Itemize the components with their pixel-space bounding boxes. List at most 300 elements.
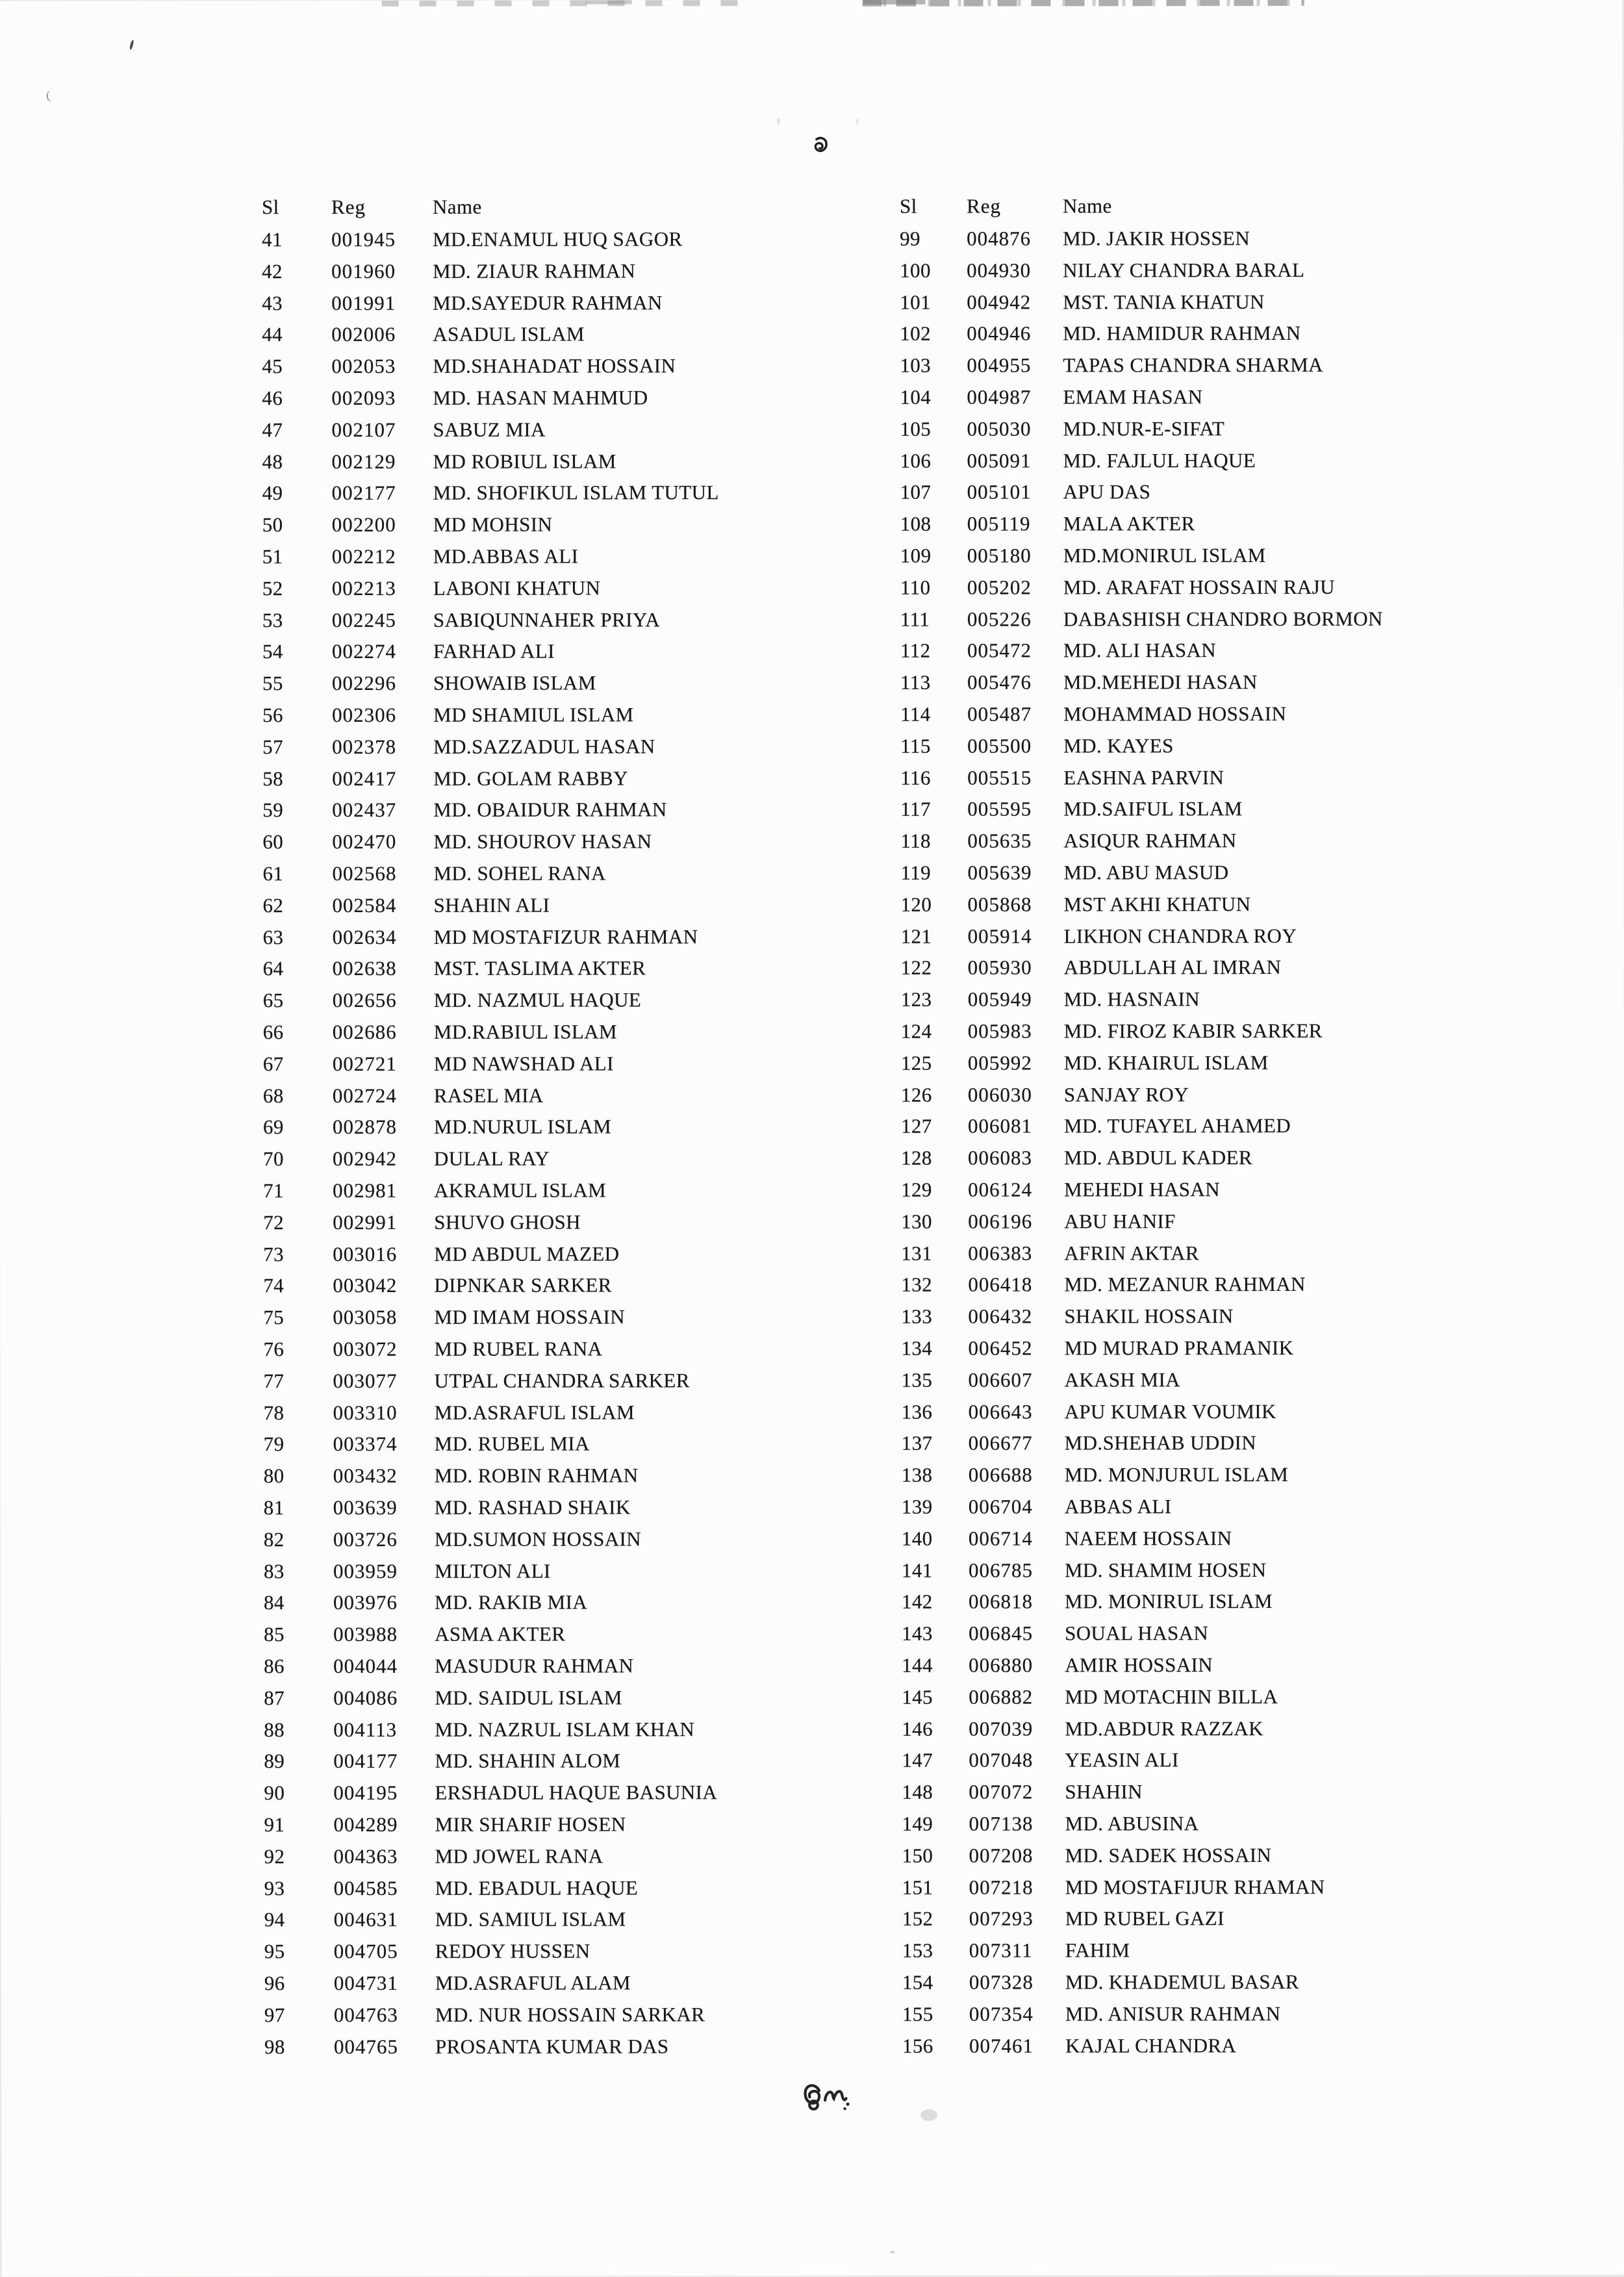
row-reg-number: 007208 [969, 1844, 1034, 1867]
row-serial: 117 [900, 798, 931, 821]
row-serial: 140 [901, 1527, 933, 1550]
row-serial: 63 [262, 925, 284, 948]
row-name: SHUVO GHOSH [434, 1210, 581, 1234]
row-serial: 96 [264, 1972, 285, 1995]
table-row [0, 639, 1623, 668]
row-serial: 52 [262, 576, 283, 600]
row-reg-number: 006845 [969, 1622, 1034, 1645]
stray-pen-mark [129, 40, 134, 50]
row-name: SOUAL HASAN [1065, 1622, 1209, 1645]
row-name: SABUZ MIA [433, 418, 546, 441]
row-name: MD. JAKIR HOSSEN [1063, 227, 1250, 250]
row-reg-number: 004987 [967, 385, 1032, 409]
row-reg-number: 005091 [967, 449, 1032, 472]
row-name: RASEL MIA [433, 1084, 544, 1107]
row-reg-number: 002006 [331, 323, 396, 346]
signature-mark [799, 2080, 855, 2135]
row-serial: 116 [900, 766, 931, 789]
table-row [1, 1779, 1624, 1809]
table-row [0, 1336, 1624, 1365]
table-row [1, 1970, 1624, 1999]
row-name: MD.ASRAFUL ISLAM [434, 1400, 635, 1424]
row-reg-number: 006083 [968, 1146, 1033, 1169]
row-name: ASMA AKTER [435, 1622, 566, 1646]
row-serial: 57 [262, 735, 283, 758]
row-name: MST. TASLIMA AKTER [433, 956, 646, 980]
row-serial: 81 [263, 1496, 285, 1520]
row-name: MD.SUMON HOSSAIN [434, 1527, 642, 1551]
row-name: MD. EBADUL HAQUE [435, 1876, 639, 1900]
row-serial: 142 [901, 1590, 933, 1614]
row-name: MALA AKTER [1063, 512, 1195, 535]
row-serial: 65 [262, 989, 284, 1012]
table-row [0, 670, 1623, 699]
row-reg-number: 003042 [333, 1274, 398, 1297]
table-row [1, 1811, 1624, 1840]
row-reg-number: 005515 [967, 766, 1032, 789]
row-reg-number: 002991 [333, 1210, 398, 1234]
table-row [0, 416, 1623, 446]
row-name: MD. SOHEL RANA [433, 861, 606, 885]
row-reg-number: 004946 [967, 322, 1032, 346]
row-name: MD IMAM HOSSAIN [434, 1305, 626, 1329]
table-row [0, 1177, 1624, 1206]
table-row [1, 1748, 1624, 1777]
row-serial: 137 [901, 1432, 933, 1455]
row-reg-number: 006688 [968, 1463, 1033, 1486]
row-name: LIKHON CHANDRA ROY [1063, 924, 1297, 948]
row-reg-number: 006704 [968, 1495, 1033, 1518]
table-row [0, 702, 1623, 731]
row-reg-number: 002378 [332, 735, 397, 758]
row-name: MD. ABDUL KADER [1064, 1146, 1252, 1169]
row-name: DABASHISH CHANDRO BORMON [1063, 607, 1383, 631]
table-row [0, 1273, 1624, 1302]
row-name: KAJAL CHANDRA [1065, 2033, 1237, 2057]
row-name: AKASH MIA [1064, 1368, 1180, 1392]
table-row [0, 1209, 1624, 1238]
row-name: MD. GOLAM RABBY [433, 766, 628, 790]
row-reg-number: 004113 [333, 1718, 398, 1741]
row-name: MD. NAZMUL HAQUE [433, 988, 642, 1012]
row-name: UTPAL CHANDRA SARKER [434, 1369, 690, 1392]
row-serial: 122 [900, 956, 932, 980]
row-serial: 71 [263, 1179, 284, 1202]
row-serial: 108 [900, 512, 932, 535]
scan-speck [920, 2109, 937, 2121]
row-reg-number: 006030 [967, 1083, 1032, 1106]
row-reg-number: 005983 [967, 1019, 1032, 1043]
row-name: MD. NAZRUL ISLAM KHAN [435, 1717, 695, 1741]
table-row [1, 1494, 1624, 1523]
row-name: MD.SAIFUL ISLAM [1063, 797, 1243, 820]
row-serial: 48 [262, 450, 283, 473]
row-name: MD JOWEL RANA [435, 1844, 603, 1868]
table-row [0, 353, 1623, 382]
scan-speck [890, 2251, 894, 2254]
row-serial: 149 [902, 1812, 933, 1835]
row-reg-number: 002686 [332, 1020, 397, 1044]
row-name: MD.NURUL ISLAM [433, 1115, 612, 1139]
row-name: REDOY HUSSEN [435, 1939, 590, 1963]
table-row [0, 607, 1623, 636]
row-reg-number: 003016 [333, 1242, 398, 1266]
row-name: MD.ABBAS ALI [433, 544, 579, 568]
row-serial: 89 [264, 1749, 285, 1773]
row-serial: 77 [263, 1369, 285, 1392]
row-reg-number: 007311 [969, 1939, 1033, 1962]
row-serial: 53 [262, 608, 283, 631]
row-serial: 136 [901, 1400, 933, 1423]
row-serial: 145 [902, 1685, 933, 1709]
row-name: MD. NUR HOSSAIN SARKAR [435, 2003, 705, 2026]
row-serial: 103 [900, 353, 932, 377]
table-row [1, 1875, 1624, 1904]
row-reg-number: 005226 [967, 607, 1032, 631]
row-reg-number: 004289 [333, 1813, 398, 1837]
row-reg-number: 007328 [969, 1970, 1034, 1994]
row-reg-number: 002053 [331, 355, 396, 378]
row-name: MST. TANIA KHATUN [1063, 290, 1265, 314]
row-name: MD. FIROZ KABIR SARKER [1063, 1019, 1323, 1043]
table-row [1, 1685, 1624, 1714]
row-serial: 43 [262, 291, 283, 314]
row-reg-number: 005639 [967, 861, 1032, 884]
row-reg-number: 007461 [969, 2034, 1034, 2057]
row-name: DIPNKAR SARKER [434, 1273, 612, 1297]
row-serial: 45 [262, 355, 283, 378]
row-name: MD RUBEL RANA [434, 1337, 603, 1360]
table-row [0, 1019, 1624, 1048]
row-serial: 127 [900, 1115, 932, 1138]
row-reg-number: 003058 [333, 1306, 398, 1329]
row-name: MD RUBEL GAZI [1065, 1907, 1224, 1930]
row-serial: 135 [901, 1368, 933, 1392]
row-name: EASHNA PARVIN [1063, 765, 1224, 789]
row-serial: 74 [263, 1274, 285, 1297]
row-name: AFRIN AKTAR [1064, 1241, 1200, 1265]
row-serial: 42 [262, 259, 283, 283]
row-name: MD. MONJURUL ISLAM [1064, 1463, 1289, 1486]
row-serial: 146 [902, 1717, 933, 1740]
row-name: ABBAS ALI [1064, 1495, 1172, 1518]
row-reg-number: 006714 [968, 1527, 1033, 1550]
row-name: MD. MONIRUL ISLAM [1064, 1590, 1273, 1613]
scan-artifact-strip [863, 0, 926, 5]
row-reg-number: 004631 [333, 1908, 398, 1931]
table-row [1, 1558, 1624, 1587]
row-name: AKRAMUL ISLAM [434, 1178, 607, 1202]
row-reg-number: 006643 [968, 1400, 1033, 1423]
row-name: MD SHAMIUL ISLAM [433, 703, 634, 726]
row-reg-number: 002417 [332, 767, 397, 790]
row-reg-number: 005030 [967, 417, 1032, 440]
row-reg-number: 002093 [331, 386, 396, 410]
row-serial: 67 [262, 1052, 284, 1075]
scan-speck [856, 119, 859, 125]
table-row [1, 1431, 1624, 1460]
row-serial: 90 [264, 1781, 285, 1805]
row-reg-number: 002306 [332, 703, 397, 727]
row-serial: 51 [262, 545, 283, 568]
row-reg-number: 002584 [332, 893, 397, 917]
row-serial: 134 [901, 1336, 933, 1360]
row-serial: 64 [262, 957, 284, 980]
row-reg-number: 004086 [333, 1686, 398, 1709]
row-name: MD. SAMIUL ISLAM [435, 1907, 626, 1931]
row-name: MD.SAYEDUR RAHMAN [433, 290, 663, 314]
row-reg-number: 002724 [332, 1084, 397, 1107]
row-name: MD. RAKIB MIA [434, 1590, 588, 1614]
row-reg-number: 005119 [967, 512, 1031, 535]
row-serial: 114 [900, 702, 931, 726]
row-name: SABIQUNNAHER PRIYA [433, 607, 661, 631]
row-serial: 55 [262, 672, 283, 695]
row-reg-number: 003374 [333, 1432, 398, 1456]
row-reg-number: 002177 [331, 481, 396, 505]
row-serial: 118 [900, 829, 931, 852]
row-reg-number: 007138 [969, 1812, 1034, 1835]
row-reg-number: 002200 [331, 513, 396, 537]
table-row [0, 924, 1624, 953]
row-serial: 126 [900, 1083, 932, 1106]
row-name: MD.NUR-E-SIFAT [1063, 416, 1225, 440]
table-row [0, 892, 1624, 921]
row-reg-number: 005472 [967, 639, 1032, 663]
row-reg-number: 006196 [968, 1210, 1033, 1233]
row-serial: 102 [900, 322, 931, 346]
table-row [0, 543, 1623, 572]
row-name: MD. ABUSINA [1065, 1812, 1199, 1835]
row-name: MD.ENAMUL HUQ SAGOR [433, 227, 683, 251]
row-reg-number: 002470 [332, 830, 397, 854]
row-serial: 132 [901, 1273, 933, 1297]
row-serial: 138 [901, 1463, 933, 1486]
header-name: Name [1062, 194, 1112, 218]
row-reg-number: 003077 [333, 1369, 398, 1392]
row-serial: 68 [262, 1084, 284, 1107]
row-serial: 121 [900, 924, 932, 948]
row-reg-number: 005202 [967, 576, 1032, 599]
row-reg-number: 006785 [968, 1558, 1033, 1582]
row-serial: 139 [901, 1495, 933, 1518]
table-row [1, 1843, 1624, 1872]
row-serial: 58 [262, 767, 284, 790]
row-serial: 155 [902, 2002, 933, 2026]
row-name: MD. SHAHIN ALOM [435, 1749, 621, 1773]
row-reg-number: 004585 [333, 1876, 398, 1900]
row-name: APU KUMAR VOUMIK [1064, 1399, 1276, 1423]
row-reg-number: 005930 [967, 956, 1032, 980]
header-reg: Reg [966, 194, 1001, 218]
table-row [0, 1050, 1624, 1080]
row-name: MD. SAIDUL ISLAM [435, 1686, 622, 1709]
row-name: NAEEM HOSSAIN [1064, 1526, 1232, 1550]
table-row [0, 385, 1623, 414]
row-name: MD MOSTAFIZUR RAHMAN [433, 924, 698, 948]
row-name: MD. KAYES [1063, 734, 1174, 757]
row-reg-number: 005595 [967, 797, 1032, 821]
header-reg: Reg [331, 195, 366, 219]
row-name: MD ABDUL MAZED [434, 1242, 620, 1266]
row-name: MD MOHSIN [433, 513, 553, 537]
row-name: MD. HAMIDUR RAHMAN [1063, 322, 1301, 345]
row-serial: 61 [262, 862, 284, 885]
row-serial: 85 [264, 1623, 285, 1646]
row-serial: 99 [900, 227, 920, 250]
row-reg-number: 002213 [331, 576, 396, 600]
row-reg-number: 002129 [331, 450, 396, 473]
row-name: MD. KHAIRUL ISLAM [1063, 1050, 1269, 1075]
row-reg-number: 005635 [967, 829, 1032, 852]
row-name: DULAL RAY [434, 1147, 550, 1171]
row-serial: 44 [262, 323, 283, 346]
row-reg-number: 004876 [967, 227, 1032, 250]
row-serial: 111 [900, 607, 930, 631]
row-serial: 107 [900, 481, 932, 504]
row-name: APU DAS [1063, 480, 1151, 503]
table-row [0, 258, 1623, 287]
table-row [0, 765, 1623, 795]
row-name: MD. ARAFAT HOSSAIN RAJU [1063, 575, 1335, 599]
row-serial: 69 [262, 1115, 284, 1139]
row-serial: 82 [263, 1527, 285, 1551]
row-serial: 100 [900, 259, 931, 282]
row-reg-number: 003959 [333, 1559, 398, 1583]
row-name: MD. OBAIDUR RAHMAN [433, 798, 667, 822]
row-name: MD.MONIRUL ISLAM [1063, 544, 1266, 567]
row-name: MD.ASRAFUL ALAM [435, 1971, 631, 1994]
row-serial: 75 [263, 1306, 285, 1329]
row-reg-number: 003432 [333, 1464, 398, 1488]
row-reg-number: 002245 [331, 608, 396, 631]
row-name: MD. HASNAIN [1063, 987, 1200, 1011]
row-name: ASADUL ISLAM [433, 322, 585, 346]
row-name: MASUDUR RAHMAN [435, 1654, 634, 1677]
table-row [1, 1621, 1624, 1650]
row-reg-number: 002634 [332, 925, 397, 948]
table-row [0, 290, 1623, 319]
row-reg-number: 006124 [968, 1178, 1033, 1201]
row-reg-number: 006418 [968, 1273, 1033, 1297]
row-name: MD. MEZANUR RAHMAN [1064, 1273, 1306, 1296]
row-reg-number: 003310 [333, 1401, 398, 1424]
table-row [0, 1145, 1624, 1175]
row-name: MD MURAD PRAMANIK [1064, 1336, 1294, 1360]
row-name: MILTON ALI [434, 1559, 551, 1583]
row-name: SHOWAIB ISLAM [433, 671, 596, 695]
table-row [1, 2002, 1624, 2031]
row-serial: 83 [263, 1559, 285, 1583]
row-name: MD. HASAN MAHMUD [433, 386, 648, 409]
row-serial: 95 [264, 1940, 285, 1963]
row-reg-number: 002656 [332, 989, 397, 1012]
row-reg-number: 003988 [333, 1623, 398, 1646]
row-reg-number: 005180 [967, 544, 1032, 567]
table-header-row [0, 194, 1623, 223]
row-reg-number: 002274 [331, 640, 396, 663]
row-serial: 143 [902, 1622, 933, 1645]
row-name: MD. ZIAUR RAHMAN [433, 259, 636, 283]
row-serial: 131 [901, 1241, 932, 1265]
row-reg-number: 001960 [331, 259, 396, 283]
row-serial: 72 [263, 1210, 285, 1234]
table-row [1, 1907, 1624, 1936]
row-reg-number: 005949 [967, 987, 1032, 1011]
row-name: MD.SHAHADAT HOSSAIN [433, 354, 676, 378]
table-row [1, 1716, 1624, 1746]
row-reg-number: 007039 [969, 1717, 1034, 1740]
row-reg-number: 004942 [967, 290, 1032, 314]
row-reg-number: 004731 [333, 1971, 398, 1995]
table-row [1, 1399, 1624, 1429]
table-row [0, 511, 1623, 541]
row-name: MD. ANISUR RAHMAN [1065, 2002, 1281, 2026]
row-name: NILAY CHANDRA BARAL [1063, 258, 1305, 282]
row-serial: 62 [262, 893, 284, 917]
row-reg-number: 006882 [969, 1685, 1034, 1709]
row-name: YEASIN ALI [1065, 1748, 1179, 1772]
row-serial: 70 [263, 1147, 284, 1171]
row-serial: 115 [900, 734, 931, 757]
row-name: MIR SHARIF HOSEN [435, 1813, 626, 1836]
row-name: MD.MEHEDI HASAN [1063, 670, 1258, 694]
row-name: SHAHIN ALI [433, 893, 550, 917]
row-reg-number: 004177 [333, 1749, 398, 1773]
row-serial: 109 [900, 544, 932, 567]
row-reg-number: 003726 [333, 1527, 398, 1551]
row-serial: 156 [902, 2034, 933, 2057]
row-name: ABDULLAH AL IMRAN [1063, 956, 1282, 979]
row-reg-number: 004955 [967, 353, 1032, 377]
row-reg-number: 005476 [967, 670, 1032, 694]
row-serial: 88 [264, 1718, 285, 1741]
header-name: Name [432, 195, 482, 218]
table-row [0, 1304, 1624, 1333]
row-name: MEHEDI HASAN [1064, 1178, 1221, 1201]
header-sl: Sl [261, 196, 279, 219]
row-serial: 125 [900, 1051, 932, 1075]
row-serial: 133 [901, 1304, 933, 1328]
scan-artifact-strip [863, 0, 1304, 6]
row-serial: 151 [902, 1876, 933, 1899]
row-reg-number: 006452 [968, 1336, 1033, 1360]
row-serial: 128 [901, 1146, 932, 1169]
row-reg-number: 006607 [968, 1368, 1033, 1392]
row-name: PROSANTA KUMAR DAS [435, 2034, 669, 2058]
row-name: MD.SAZZADUL HASAN [433, 735, 655, 758]
row-name: MD NAWSHAD ALI [433, 1052, 614, 1075]
table-row [0, 1082, 1624, 1112]
row-name: MD.ABDUR RAZZAK [1065, 1716, 1263, 1740]
row-serial: 79 [263, 1432, 285, 1456]
row-serial: 93 [264, 1876, 285, 1900]
row-name: AMIR HOSSAIN [1065, 1653, 1213, 1677]
row-reg-number: 002107 [331, 418, 396, 441]
row-name: MD. RASHAD SHAIK [434, 1495, 631, 1519]
row-reg-number: 003639 [333, 1495, 398, 1520]
row-serial: 94 [264, 1908, 285, 1931]
row-reg-number: 002942 [333, 1147, 398, 1171]
row-serial: 104 [900, 385, 932, 409]
row-name: MD. SHOUROV HASAN [433, 830, 652, 854]
row-serial: 50 [262, 513, 283, 537]
row-serial: 141 [901, 1558, 933, 1582]
row-reg-number: 002981 [333, 1178, 398, 1202]
row-serial: 110 [900, 576, 931, 599]
row-reg-number: 002568 [332, 861, 397, 885]
row-name: MD. ROBIN RAHMAN [434, 1464, 639, 1487]
